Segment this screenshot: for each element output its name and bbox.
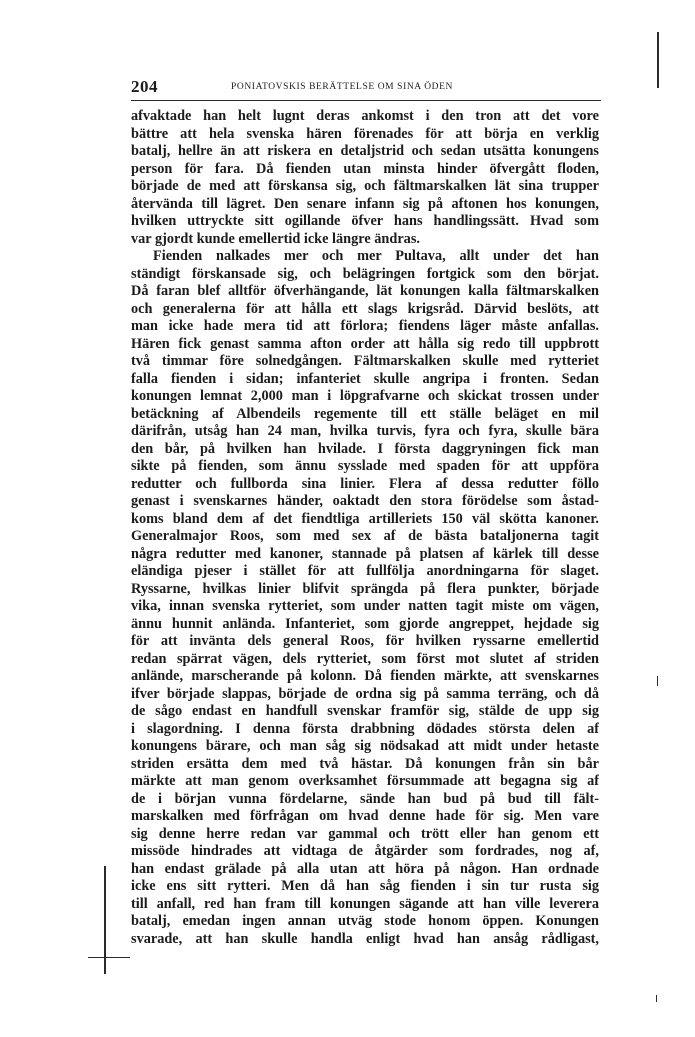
text-line: man icke hade mera tid att förlora; fiendens läger måste anfallas.	[131, 318, 599, 334]
text-line: för att invänta dels general Roos, för hvilken ryssarne emellertid	[131, 633, 599, 649]
text-line: batalj, hellre än att riskera en detaljstrid och sedan utsätta konungens	[131, 143, 599, 159]
text-line: Hären fick genast samma afton order att hålla sig redo till uppbrott	[131, 335, 599, 352]
running-head	[131, 77, 601, 101]
scan-edge-mark	[657, 32, 659, 88]
text-line: var gjordt kunde emellertid icke längre ändras.	[131, 230, 420, 247]
text-line: Då faran blef alltför öfverhängande, lät konungen kalla fältmarskalken	[131, 283, 599, 299]
text-line: betäckning af Albendeils regemente till ett ställe beläget en mil	[131, 405, 599, 422]
text-line: Generalmajor Roos, som med sex af de bästa bataljonerna tagit	[131, 528, 599, 544]
text-line: märkte att man genom overksamhet försummade att begagna sig af	[131, 773, 599, 789]
text-line: koms bland dem af det fiendtliga artilleriets 150 väl skötta kanoner.	[131, 510, 599, 527]
text-line: redan spärrat vägen, dels rytteriet, som först mot slutet af striden	[131, 650, 599, 667]
text-line: sig denne herre redan var gammal och trött eller han genom ett	[131, 825, 599, 842]
text-line: redutter och fullborda sina linier. Flera af dessa redutter föllo	[131, 475, 599, 492]
text-line: Fienden nalkades mer och mer Pultava, allt under det han	[153, 248, 599, 264]
text-line: ifver började slappas, började de ordna sig på samma terräng, och då	[131, 685, 599, 702]
text-line: vika, innan svenska rytteriet, som under natten tagit miste om vägen,	[131, 598, 599, 614]
text-line: de i början vunna fördelarne, sände han bud på bud till fält-	[131, 790, 599, 807]
text-line: de sågo endast en handfull svenskar framför sig, stälde de upp sig	[131, 703, 599, 719]
text-line: falla fienden i sidan; infanteriet skulle angripa i fronten. Sedan	[131, 370, 599, 387]
text-line: därifrån, utsåg han 24 man, hvilka turvis, fyra och fyra, skulle bära	[131, 423, 599, 439]
text-line: började de med att förskansa sig, och fältmarskalken lät sina trupper	[131, 178, 599, 194]
text-line: striden ersätta dem med två hästar. Då konungen från sin bår	[131, 755, 599, 772]
text-line: anlände, marscherande på kolonn. Då fienden märkte, att svenskarnes	[131, 668, 599, 684]
body-text	[131, 108, 599, 948]
text-line: två timmar före solnedgången. Fältmarskalken skulle med rytteriet	[131, 353, 599, 369]
text-line: genast i svenskarnes händer, oaktadt den stora förödelse som åstad-	[131, 493, 599, 509]
text-line: missöde hindrades att vidtaga de åtgärder som fordrades, nog af,	[131, 843, 599, 859]
scan-edge-mark	[656, 995, 657, 1002]
text-line: afvaktade han helt lugnt deras ankomst i den tron att det vore	[131, 108, 599, 124]
text-line: i slagordning. I denna första drabbning dödades största delen af	[131, 720, 599, 737]
text-line: och generalerna för att hålla ett slags krigsråd. Därvid beslöts, att	[131, 300, 599, 317]
text-line: ständigt förskansade sig, och belägringen fortgick som den börjat.	[131, 265, 599, 282]
text-line: person för fara. Då fienden utan minsta hinder öfvergått floden,	[131, 160, 599, 177]
text-line: icke ens sitt rytteri. Men då han såg fienden i sin tur rusta sig	[131, 878, 599, 894]
scan-edge-mark	[88, 957, 130, 958]
text-line: eländiga pjeser i stället för att fullfölja anordningarna för slaget.	[131, 563, 599, 579]
text-line: konungen lemnat 2,000 man i löpgrafvarne och skickat trossen under	[131, 388, 599, 404]
text-line: några redutter med kanoner, stannade på platsen af kärlek till desse	[131, 545, 599, 562]
text-line: han endast grälade på alla utan att höra på någon. Han ordnade	[131, 860, 599, 877]
text-line: ännu hunnit anlända. Infanteriet, som gjorde angreppet, hejdade sig	[131, 615, 599, 632]
text-line: konungens bärare, och man såg sig nödsakad att midt under hetaste	[131, 738, 599, 754]
running-title: PONIATOVSKIS BERÄTTELSE OM SINA ÖDEN	[231, 82, 453, 92]
text-line: återvända till lägret. Den senare infann sig på aftonen hos konungen,	[131, 195, 599, 212]
text-line: svarade, att han skulle handla enligt hvad han ansåg rådligast,	[131, 930, 599, 947]
text-line: till anfall, red han fram till konungen sägande att han ville leverera	[131, 895, 599, 912]
text-line: batalj, emedan ingen annan utväg stode honom öppen. Konungen	[131, 913, 599, 929]
text-line: bättre att hela svenska hären förenades för att börja en verklig	[131, 125, 599, 142]
text-line: sikte på fienden, som ännu sysslade med spaden för att uppföra	[131, 458, 599, 474]
text-line: hvilken uttryckte sitt ogillande öfver hans handlingssätt. Hvad som	[131, 213, 599, 229]
scan-edge-mark	[657, 676, 658, 686]
text-line: den bår, på hvilken han hvilade. I första daggryningen fick man	[131, 440, 599, 457]
page-number: 204	[131, 77, 158, 96]
text-line: marskalken med förfrågan om hvad denne hade för sig. Men vare	[131, 808, 599, 824]
text-line: Ryssarne, hvilkas linier blifvit sprängda på flera punkter, började	[131, 580, 599, 597]
